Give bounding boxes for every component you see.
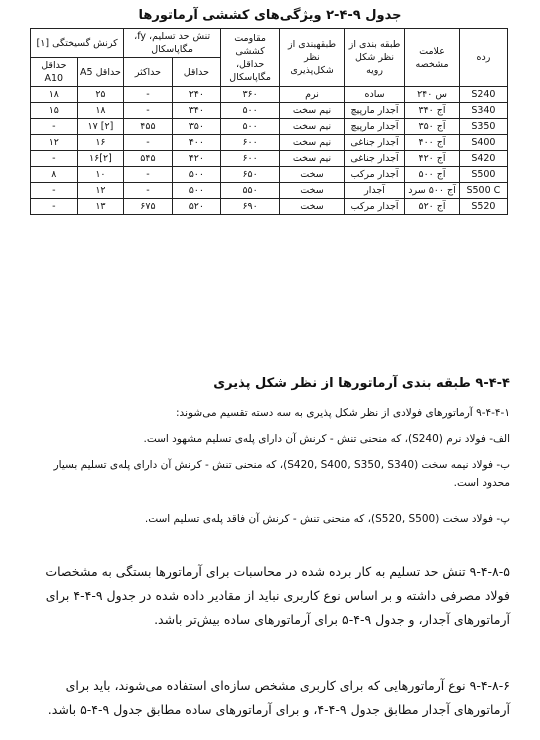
cell-tensile: ۵۰۰: [221, 119, 280, 135]
cell-ymax: -: [124, 87, 172, 103]
cell-a10: -: [31, 183, 78, 199]
paragraph-9-4-8-5: ۹-۴-۸-۵ تنش حد تسلیم به کار برده شده در محاسبات برای آرماتورها بستگی به مشخصات فولاد مصرفی داشته و بر اساس نوع کاربری نباید از مقادیر داده شده در جدول ۹-۴-۴ برای آرماتورهای آجدار، و جدول ۹-۴-۵ برای آرماتورهای ساده بیش‌تر باشد.: [45, 564, 510, 627]
cell-tensile: ۶۵۰: [221, 167, 280, 183]
header-mark: علامت مشخصه: [405, 29, 460, 87]
cell-mark: آج ۵۰۰ سرد: [405, 183, 460, 199]
cell-ymin: ۵۰۰: [172, 167, 220, 183]
cell-duct: سخت: [280, 183, 345, 199]
cell-duct: نرم: [280, 87, 345, 103]
item-b: ب- فولاد نیمه سخت (S420, S400, S350, S340)، که منحنی تنش - کرنش آن دارای پله‌ی تسلیم بسیار محدود است.: [53, 459, 510, 489]
cell-ymin: ۵۲۰: [172, 199, 220, 215]
cell-rib: آجدار جناغی: [344, 151, 404, 167]
cell-grade: S500 C: [459, 183, 507, 199]
cell-tensile: ۶۹۰: [221, 199, 280, 215]
cell-ymax: -: [124, 135, 172, 151]
cell-mark: آج ۵۲۰: [405, 199, 460, 215]
item-a: الف- فولاد نرم (S240)، که منحنی تنش - کرنش آن دارای پله‌ی تسلیم مشهود است.: [143, 433, 510, 445]
cell-a10: -: [31, 119, 78, 135]
cell-duct: نیم سخت: [280, 151, 345, 167]
cell-duct: نیم سخت: [280, 119, 345, 135]
cell-grade: S340: [459, 103, 507, 119]
cell-rib: آجدار مرکب: [344, 199, 404, 215]
cell-mark: آج ۴۲۰: [405, 151, 460, 167]
cell-a5: ۱۲: [77, 183, 124, 199]
header-a10: حداقل A10: [31, 58, 78, 87]
header-rib: طبقه بندی از نظر شکل رویه: [344, 29, 404, 87]
cell-a10: ۸: [31, 167, 78, 183]
cell-tensile: ۳۶۰: [221, 87, 280, 103]
header-yield-max: حداکثر: [124, 58, 172, 87]
cell-a10: -: [31, 151, 78, 167]
cell-tensile: ۵۵۰: [221, 183, 280, 199]
header-ductility: طبقهبندی از نظر شکل‌پذیری: [280, 29, 345, 87]
paragraph-9-4-8-6: ۹-۴-۸-۶ نوع آرماتورهایی که برای کاربری مشخص سازه‌ای استفاده می‌شوند، باید برای آرماتورهای آجدار مطابق جدول ۹-۴-۴، و برای آرماتورهای ساده مطابق جدول ۹-۴-۵ باشد.: [47, 678, 510, 717]
header-yield: تنش حد تسلیم، fy، مگاپاسکال: [124, 29, 221, 58]
header-yield-min: حداقل: [172, 58, 220, 87]
table-row: [31, 135, 508, 151]
cell-ymax: ۶۷۵: [124, 199, 172, 215]
cell-rib: آجدار مارپیچ: [344, 103, 404, 119]
cell-a5: ۱۳: [77, 199, 124, 215]
cell-ymin: ۳۴۰: [172, 103, 220, 119]
cell-a5: ۱۶: [77, 135, 124, 151]
cell-duct: سخت: [280, 167, 345, 183]
cell-duct: نیم سخت: [280, 135, 345, 151]
header-strain: کرنش گسیختگی [۱]: [31, 29, 124, 58]
cell-tensile: ۵۰۰: [221, 103, 280, 119]
table-row: [31, 151, 508, 167]
section-heading: ۹-۴-۴ طبقه بندی آرماتورها از نظر شکل پذیری: [213, 376, 510, 391]
table-row: [31, 167, 508, 183]
cell-grade: S520: [459, 199, 507, 215]
cell-ymin: ۵۰۰: [172, 183, 220, 199]
item-c: پ- فولاد سخت (S520, S500)، که منحنی تنش - کرنش آن فاقد پله‌ی تسلیم است.: [144, 513, 510, 525]
cell-a5: ۱۰: [77, 167, 124, 183]
cell-grade: S500: [459, 167, 507, 183]
cell-rib: آجدار: [344, 183, 404, 199]
table-row: [31, 183, 508, 199]
cell-a5: [۲] ۱۷: [77, 119, 124, 135]
cell-rib: آجدار جناغی: [344, 135, 404, 151]
cell-mark: آج ۴۰۰: [405, 135, 460, 151]
table-title: جدول ۹-۴-۲ ویژگی‌های کششی آرماتورها: [138, 8, 402, 23]
header-grade: رده: [459, 29, 507, 87]
cell-ymax: -: [124, 103, 172, 119]
cell-rib: آجدار مرکب: [344, 167, 404, 183]
header-a5: حداقل A5: [77, 58, 124, 87]
cell-a10: ۱۲: [31, 135, 78, 151]
cell-duct: سخت: [280, 199, 345, 215]
cell-ymax: ۴۵۵: [124, 119, 172, 135]
tensile-properties-table: [30, 28, 508, 215]
cell-rib: آجدار مارپیچ: [344, 119, 404, 135]
cell-ymax: ۵۴۵: [124, 151, 172, 167]
cell-ymin: ۲۴۰: [172, 87, 220, 103]
cell-ymax: -: [124, 183, 172, 199]
table-row: [31, 119, 508, 135]
header-tensile: مقاومت کششی حداقل، مگاپاسکال: [221, 29, 280, 87]
cell-grade: S420: [459, 151, 507, 167]
cell-rib: ساده: [344, 87, 404, 103]
paragraph-9-4-4-1: ۹-۴-۴-۱ آرماتورهای فولادی از نظر شکل پذیری به سه دسته تقسیم می‌شوند:: [176, 407, 510, 419]
cell-tensile: ۶۰۰: [221, 135, 280, 151]
table-row: [31, 87, 508, 103]
cell-ymin: ۳۵۰: [172, 119, 220, 135]
cell-ymin: ۴۲۰: [172, 151, 220, 167]
cell-a10: ۱۵: [31, 103, 78, 119]
cell-a5: ۱۸: [77, 103, 124, 119]
cell-a5: ۲۵: [77, 87, 124, 103]
table-row: [31, 103, 508, 119]
cell-mark: آج ۳۵۰: [405, 119, 460, 135]
cell-a5: [۲]۱۶: [77, 151, 124, 167]
cell-grade: S400: [459, 135, 507, 151]
table-row: [31, 199, 508, 215]
cell-grade: S240: [459, 87, 507, 103]
cell-ymax: -: [124, 167, 172, 183]
cell-ymin: ۴۰۰: [172, 135, 220, 151]
cell-mark: آج ۳۴۰: [405, 103, 460, 119]
cell-a10: ۱۸: [31, 87, 78, 103]
cell-tensile: ۶۰۰: [221, 151, 280, 167]
cell-a10: -: [31, 199, 78, 215]
cell-mark: س ۲۴۰: [405, 87, 460, 103]
cell-grade: S350: [459, 119, 507, 135]
cell-mark: آج ۵۰۰: [405, 167, 460, 183]
cell-duct: نیم سخت: [280, 103, 345, 119]
